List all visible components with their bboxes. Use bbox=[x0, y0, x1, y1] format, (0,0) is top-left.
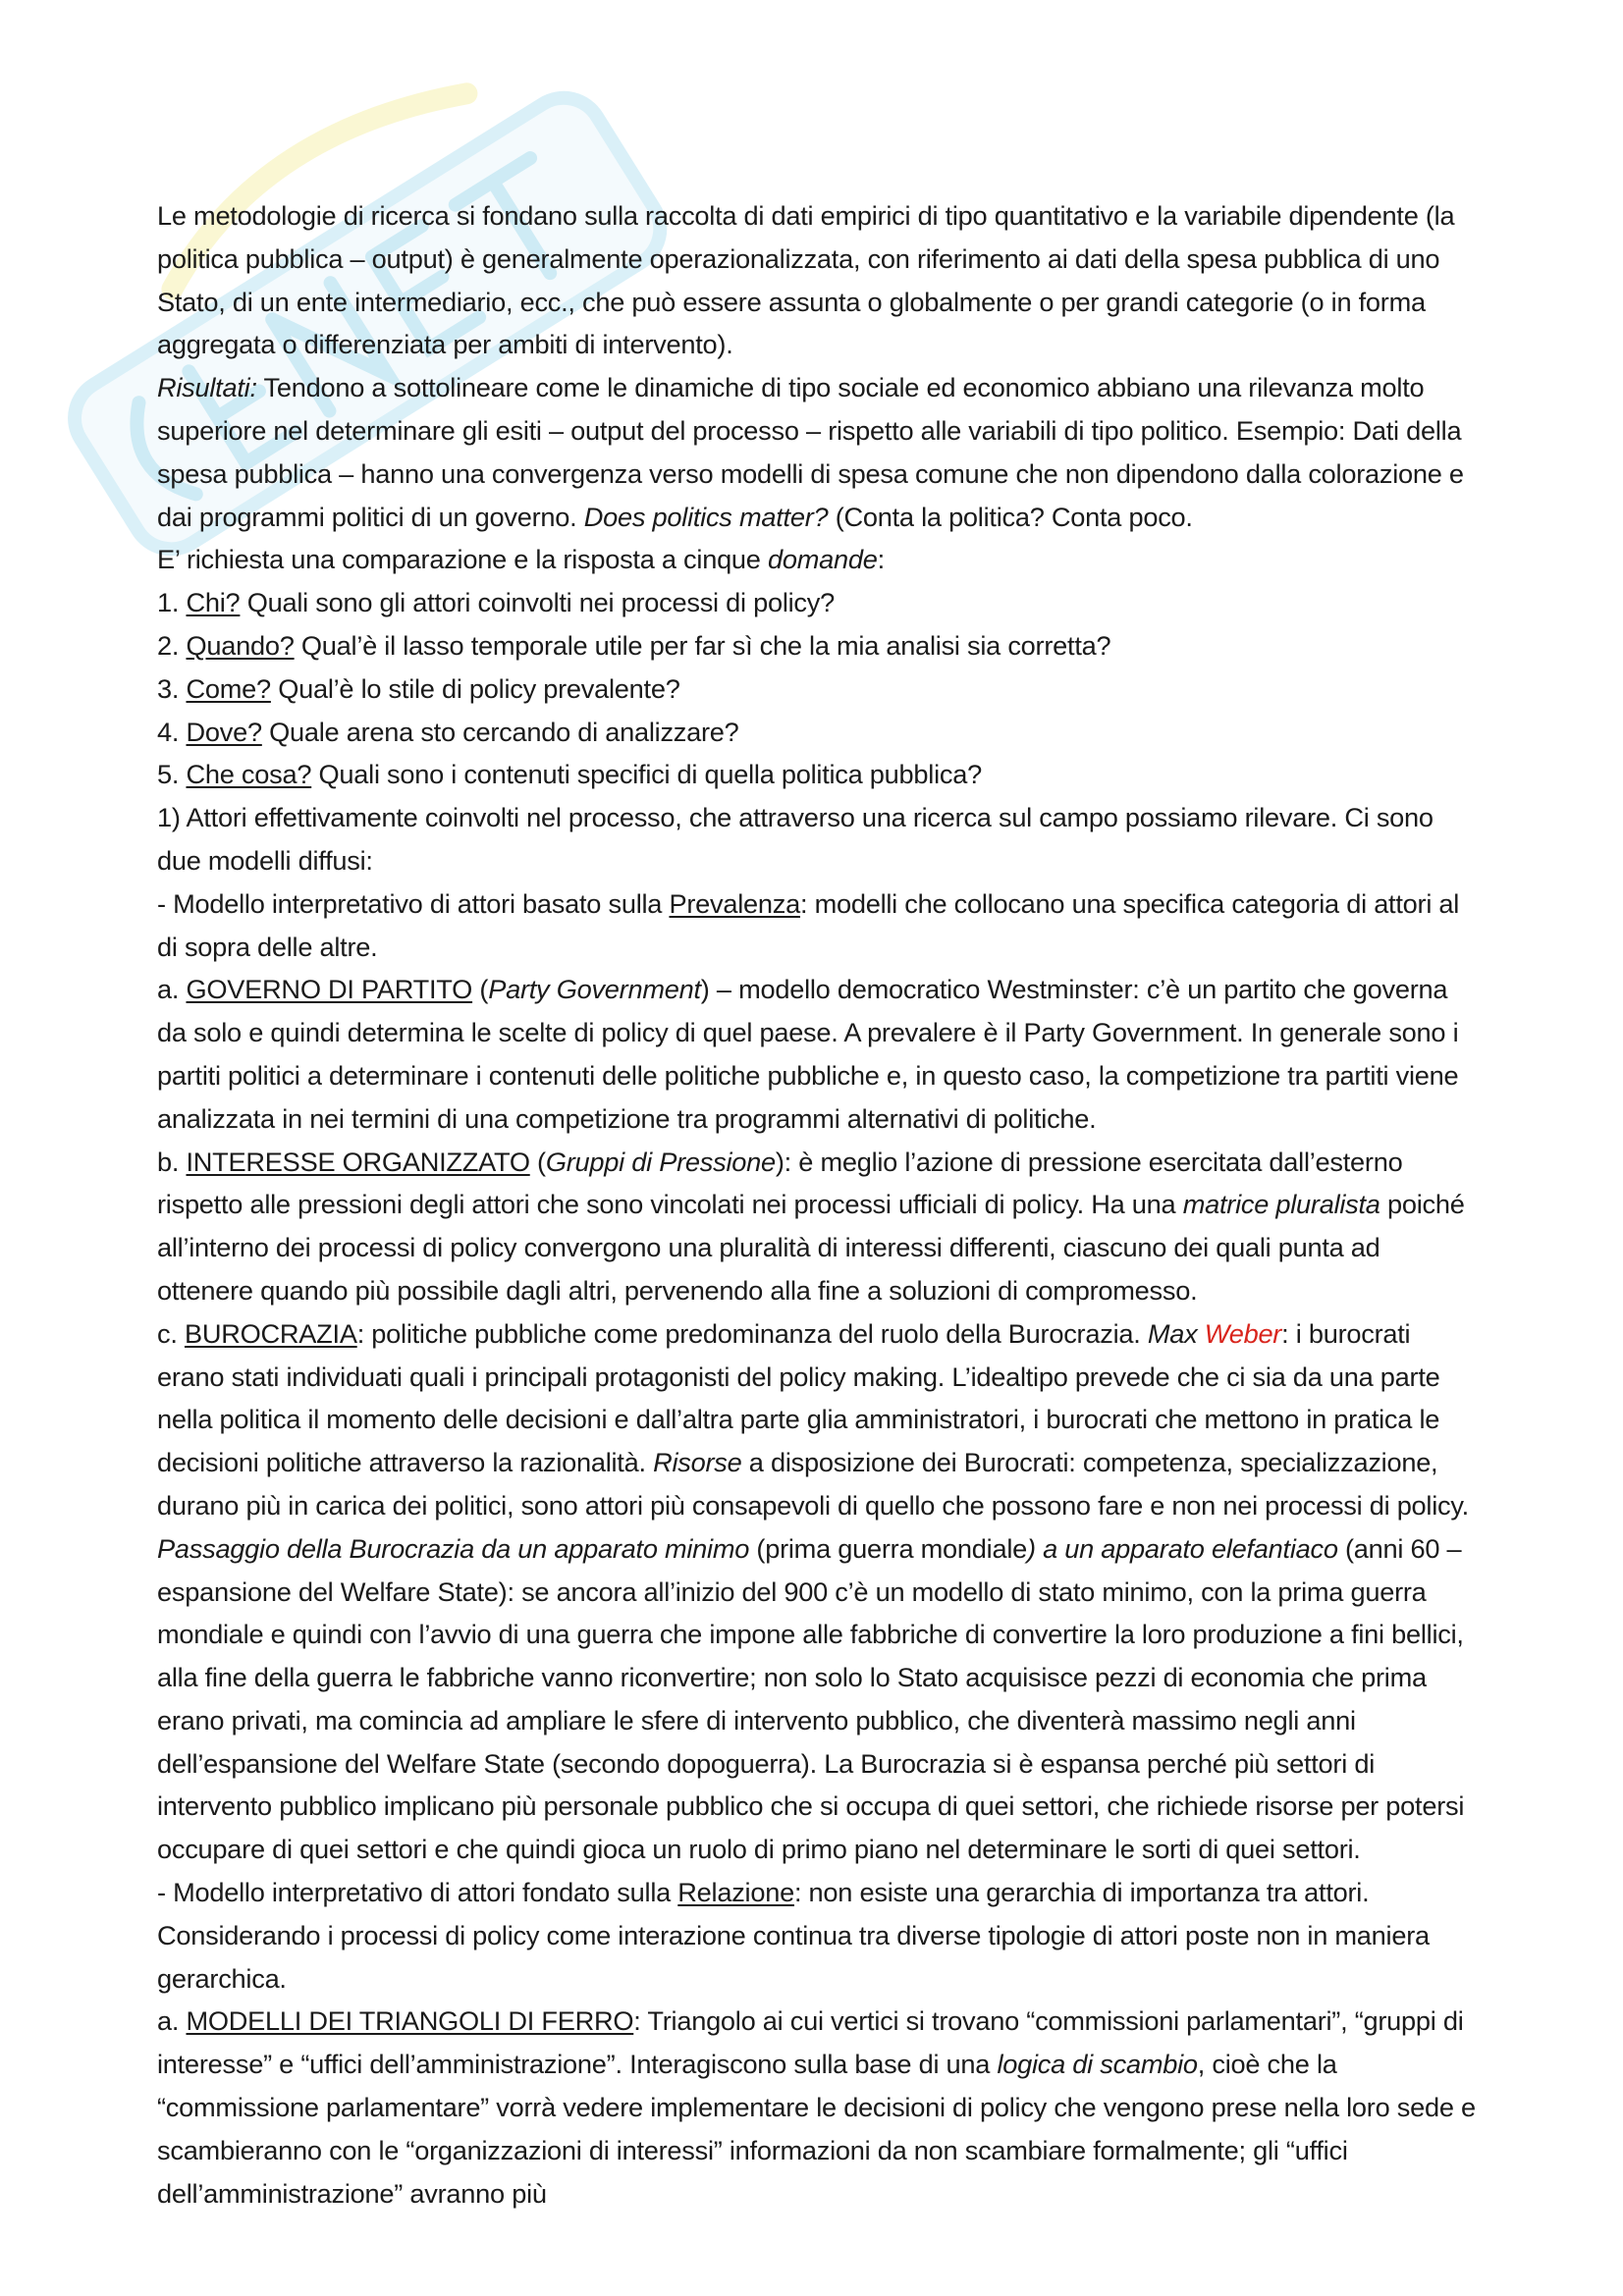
paragraph-bureaucracy: c. BUROCRAZIA: politiche pubbliche come predominanza del ruolo della Burocrazia. Max Weber: i burocrati erano stati individuati quali i principali protagonisti del policy making. L’idealtipo prevede che ci sia da una parte nella politica il momento delle decisioni e dall’altra parte glia amministratori, i burocrati che mettono in pratica le decisioni politiche attraverso la razionalità. Risorse a disposizione dei Burocrati: competenza, specializzazione, durano più in carica dei politici, sono attori più consapevoli di quello che possono fare e non nei processi di policy. bbox=[157, 1317, 1469, 1521]
document-body bbox=[157, 194, 1483, 2215]
politics-question: Does politics matter? bbox=[583, 501, 829, 532]
paragraph-actors: 1) Attori effettivamente coinvolti nel processo, che attraverso una ricerca sul campo possiamo rilevare. Ci sono due modelli diffusi: bbox=[157, 802, 1434, 876]
paragraph-questions-intro: E’ richiesta una comparazione e la risposta a cinque domande: bbox=[157, 544, 885, 575]
paragraph-results: Risultati: Tendono a sottolineare come le dinamiche di tipo sociale ed economico abbiano una rilevanza molto superiore nel determinare gli esiti – output del processo – rispetto alle variabili di tipo politico. Esempio: Dati della spesa pubblica – hanno una convergenza verso modelli di spesa comune che non dipendono dalla colorazione e dai programmi politici di un governo. Does politics matter? (Conta la politica? Conta poco. bbox=[157, 372, 1464, 532]
paragraph-bureaucracy-growth: Passaggio della Burocrazia da un apparato minimo (prima guerra mondiale) a un apparato elefantiaco (anni 60 – espansione del Welfare State): se ancora all’inizio del 900 c’è un modello di stato minimo, con la prima guerra mondiale e quindi con l’avvio di una guerra che impone alle fabbriche di convertire la loro produzione a fini bellici, alla fine della guerra le fabbriche vanno riconvertire; non solo lo Stato acquisisce pezzi di economia che prima erano privati, ma comincia ad ampliare le sfere di intervento pubblico, che diventerà massimo negli anni dell’espansione del Welfare State (secondo dopoguerra). La Burocrazia si è espansa perché più settori di intervento pubblico implicano più personale pubblico che si occupa di quei settori, che richiede risorse per potersi occupare di quei settori e che quindi gioca un ruolo di primo piano nel determinare le sorti di quei settori. bbox=[157, 1532, 1465, 1865]
paragraph-prevalence-model: - Modello interpretativo di attori basato sulla Prevalenza: modelli che collocano una specifica categoria di attori al di sopra delle altre. bbox=[157, 887, 1460, 962]
paragraph-relation-model: - Modello interpretativo di attori fondato sulla Relazione: non esiste una gerarchia di importanza tra attori. Considerando i processi di policy come interazione continua tra diverse tipologie di attori poste non in maniera gerarchica. bbox=[157, 1877, 1430, 1994]
question-item: 2. Quando? Qual’è il lasso temporale utile per far sì che la mia analisi sia corretta? bbox=[157, 629, 1111, 661]
paragraph-organized-interest: b. INTERESSE ORGANIZZATO (Gruppi di Pressione): è meglio l’azione di pressione esercitata dall’esterno rispetto alle pressioni degli attori che sono vincolati nei processi ufficiali di policy. Ha una matrice pluralista poiché all’interno dei processi di policy convergono una pluralità di interessi differenti, ciascuno dei quali punta ad ottenere quando più possibile dagli altri, pervenendo alla fine a soluzioni di compromesso. bbox=[157, 1146, 1465, 1306]
weber-name: Weber bbox=[1204, 1317, 1282, 1349]
paragraph-party-government: a. GOVERNO DI PARTITO (Party Government) – modello democratico Westminster: c’è un partito che governa da solo e quindi determina le scelte di policy di quel paese. A prevalere è il Party Government. In generale sono i partiti politici a determinare i contenuti delle politiche pubbliche e, in questo caso, la competizione tra partiti viene analizzata in nei termini di una competizione tra programmi alternativi di politiche. bbox=[157, 974, 1459, 1134]
question-item: 5. Che cosa? Quali sono i contenuti specifici di quella politica pubblica? bbox=[157, 759, 982, 790]
results-label: Risultati: bbox=[157, 372, 257, 403]
question-item: 1. Chi? Quali sono gli attori coinvolti nei processi di policy? bbox=[157, 587, 835, 618]
paragraph-methodology: Le metodologie di ricerca si fondano sulla raccolta di dati empirici di tipo quantitativo e la variabile dipendente (la politica pubblica – output) è generalmente operazionalizzata, con riferimento ai dati della spesa pubblica di uno Stato, di un ente intermediario, ecc., che può essere assunta o globalmente o per grandi categorie (o in forma aggregata o differenziata per ambiti di intervento). bbox=[157, 200, 1455, 360]
question-item: 4. Dove? Quale arena sto cercando di analizzare? bbox=[157, 716, 739, 747]
paragraph-iron-triangles: a. MODELLI DEI TRIANGOLI DI FERRO: Triangolo ai cui vertici si trovano “commissioni parlamentari”, “gruppi di interesse” e “uffici dell’amministrazione”. Interagiscono sulla base di una logica di scambio, cioè che la “commissione parlamentare” vorrà vedere implementare le decisioni di policy che vengono prese nella loro sede e scambieranno con le “organizzazioni di interessi” informazioni da non scambiare formalmente; gli “uffici dell’amministrazione” avranno più bbox=[157, 2005, 1476, 2209]
question-item: 3. Come? Qual’è lo stile di policy prevalente? bbox=[157, 672, 680, 704]
